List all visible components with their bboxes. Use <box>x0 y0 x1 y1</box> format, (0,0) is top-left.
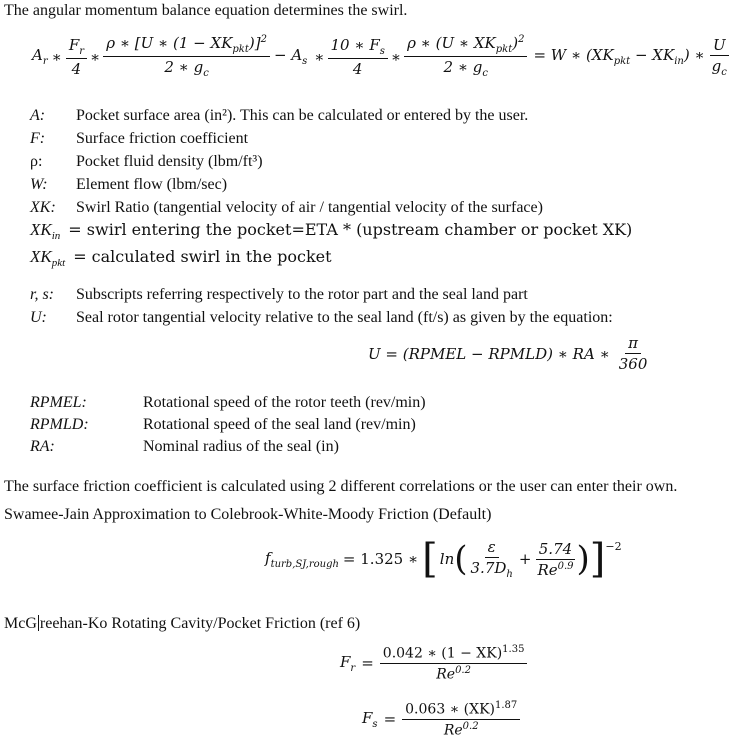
swamee-heading: Swamee-Jain Approximation to Colebrook-White-Moody Friction (Default) <box>4 506 492 523</box>
def-rpmel: RPMEL: Rotational speed of the rotor teeth (rev/min) <box>30 394 426 411</box>
def-ra: RA: Nominal radius of the seal (in) <box>30 438 339 455</box>
definitions-list-2 <box>30 283 613 329</box>
fs-equation: $F_s$ = $\frac{0.063 ∗ (XK)^{1.87}}{Re^{0.2}}$ <box>362 700 520 738</box>
def-F: F: Surface friction coefficient <box>30 130 249 147</box>
mcgreehan-heading: McG reehan-Ko Rotating Cavity/Pocket Friction (ref 6) <box>4 615 361 632</box>
angular-momentum-equation: $A_r$ ∗ $\frac{F_r}{4}$ ∗ $\frac{\rho ∗ [U ∗ (1 - XK_{pkt})]^2}{2 ∗ g_c}$ − $A_s$ ∗ $\frac{10 ∗ F_s}{4}$ ∗ $\frac{\rho ∗ (U ∗ XK_{pkt})^2}{2 ∗ g_c}$ = W ∗ $(XK_{pkt} - XK_{in})$ ∗ $\frac{U}{g_c}$ <box>32 34 727 79</box>
u-velocity-equation: U = (RPMEL − RPMLD) ∗ RA ∗ $\frac{\pi}{360}$ <box>368 334 648 373</box>
def-xk-in: $XK_{in}$ = swirl entering the pocket=ETA * (upstream chamber or pocket XK) <box>30 220 633 243</box>
def-U: U: Seal rotor tangential velocity relative to the seal land (ft/s) as given by the equation: <box>30 309 613 326</box>
def-rpmld: RPMLD: Rotational speed of the seal land (rev/min) <box>30 416 416 433</box>
definitions-list-3 <box>30 392 426 458</box>
def-XK: XK: Swirl Ratio (tangential velocity of air / tangential velocity of the surface) <box>30 199 543 216</box>
def-W: W: Element flow (lbm/sec) <box>30 176 228 193</box>
swamee-jain-equation: $f_{turb,SJ,rough}$ = 1.325 ∗ [ ln ( $\frac{\varepsilon}{3.7D_h}$ + $\frac{5.74}{Re^{0.9}}$ ) ] $^{-2}$ <box>265 536 622 582</box>
text-cursor <box>38 615 39 631</box>
fr-equation: $F_r$ = $\frac{0.042 ∗ (1 - XK)^{1.35}}{Re^{0.2}}$ <box>340 644 527 682</box>
def-A: A: Pocket surface area (in²). This can be calculated or entered by the user. <box>30 107 529 124</box>
def-xk-pkt: $XK_{pkt}$ = calculated swirl in the pocket <box>30 247 332 270</box>
friction-paragraph: The surface friction coefficient is calculated using 2 different correlations or the user can enter their own. <box>4 478 678 495</box>
def-rs: r, s: Subscripts referring respectively to the rotor part and the seal land part <box>30 286 528 303</box>
definitions-list <box>30 104 543 219</box>
def-rho: ρ: Pocket fluid density (lbm/ft³) <box>30 153 263 170</box>
intro-text: The angular momentum balance equation determines the swirl. <box>4 2 408 19</box>
